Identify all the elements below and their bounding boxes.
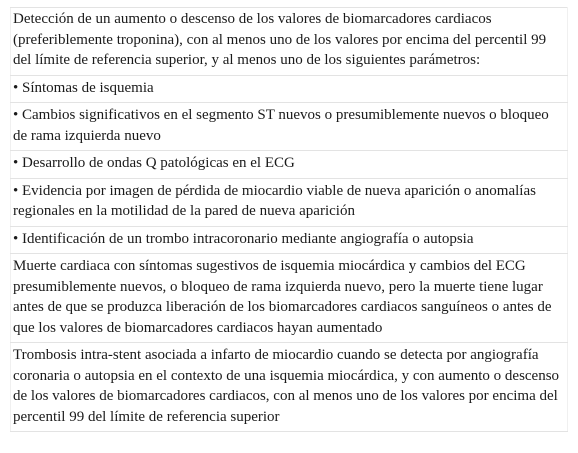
criteria-table-container — [10, 7, 568, 432]
table-row — [11, 226, 568, 254]
table-row — [11, 254, 568, 343]
criterion-st-changes: • Cambios significativos en el segmento ST nuevos o presumiblemente nuevos o bloqueo de rama izquierda nuevo — [11, 103, 568, 151]
table-row — [11, 178, 568, 226]
table-row — [11, 8, 568, 76]
criterion-intracoronary-thrombus: • Identificación de un trombo intracoronario mediante angiografía o autopsia — [11, 226, 568, 254]
table-row — [11, 75, 568, 103]
criterion-imaging-evidence: • Evidencia por imagen de pérdida de miocardio viable de nueva aparición o anomalías regionales en la motilidad de la pared de nueva aparición — [11, 178, 568, 226]
criterion-cardiac-death: Muerte cardiaca con síntomas sugestivos de isquemia miocárdica y cambios del ECG presumiblemente nuevos, o bloqueo de rama izquierda nuevo, pero la muerte tiene lugar antes de que se produzca liberación de los biomarcadores cardiacos sanguíneos o antes de que los valores de biomarcadores cardiacos hayan aumentado — [11, 254, 568, 343]
criterion-ischemia-symptoms: • Síntomas de isquemia — [11, 75, 568, 103]
table-row — [11, 103, 568, 151]
criterion-q-waves: • Desarrollo de ondas Q patológicas en el ECG — [11, 151, 568, 179]
table-row — [11, 343, 568, 432]
criterion-stent-thrombosis: Trombosis intra-stent asociada a infarto de miocardio cuando se detecta por angiografía coronaria o autopsia en el contexto de una isquemia miocárdica, y con aumento o descenso de los valores de biomarcadores cardiacos, con al menos uno de los valores por encima del percentil 99 del límite de referencia superior — [11, 343, 568, 432]
criteria-table — [10, 7, 568, 432]
table-row — [11, 151, 568, 179]
criterion-biomarker-rise: Detección de un aumento o descenso de los valores de biomarcadores cardiacos (preferiblemente troponina), con al menos uno de los valores por encima del percentil 99 del límite de referencia superior, y al menos uno de los siguientes parámetros: — [11, 8, 568, 76]
